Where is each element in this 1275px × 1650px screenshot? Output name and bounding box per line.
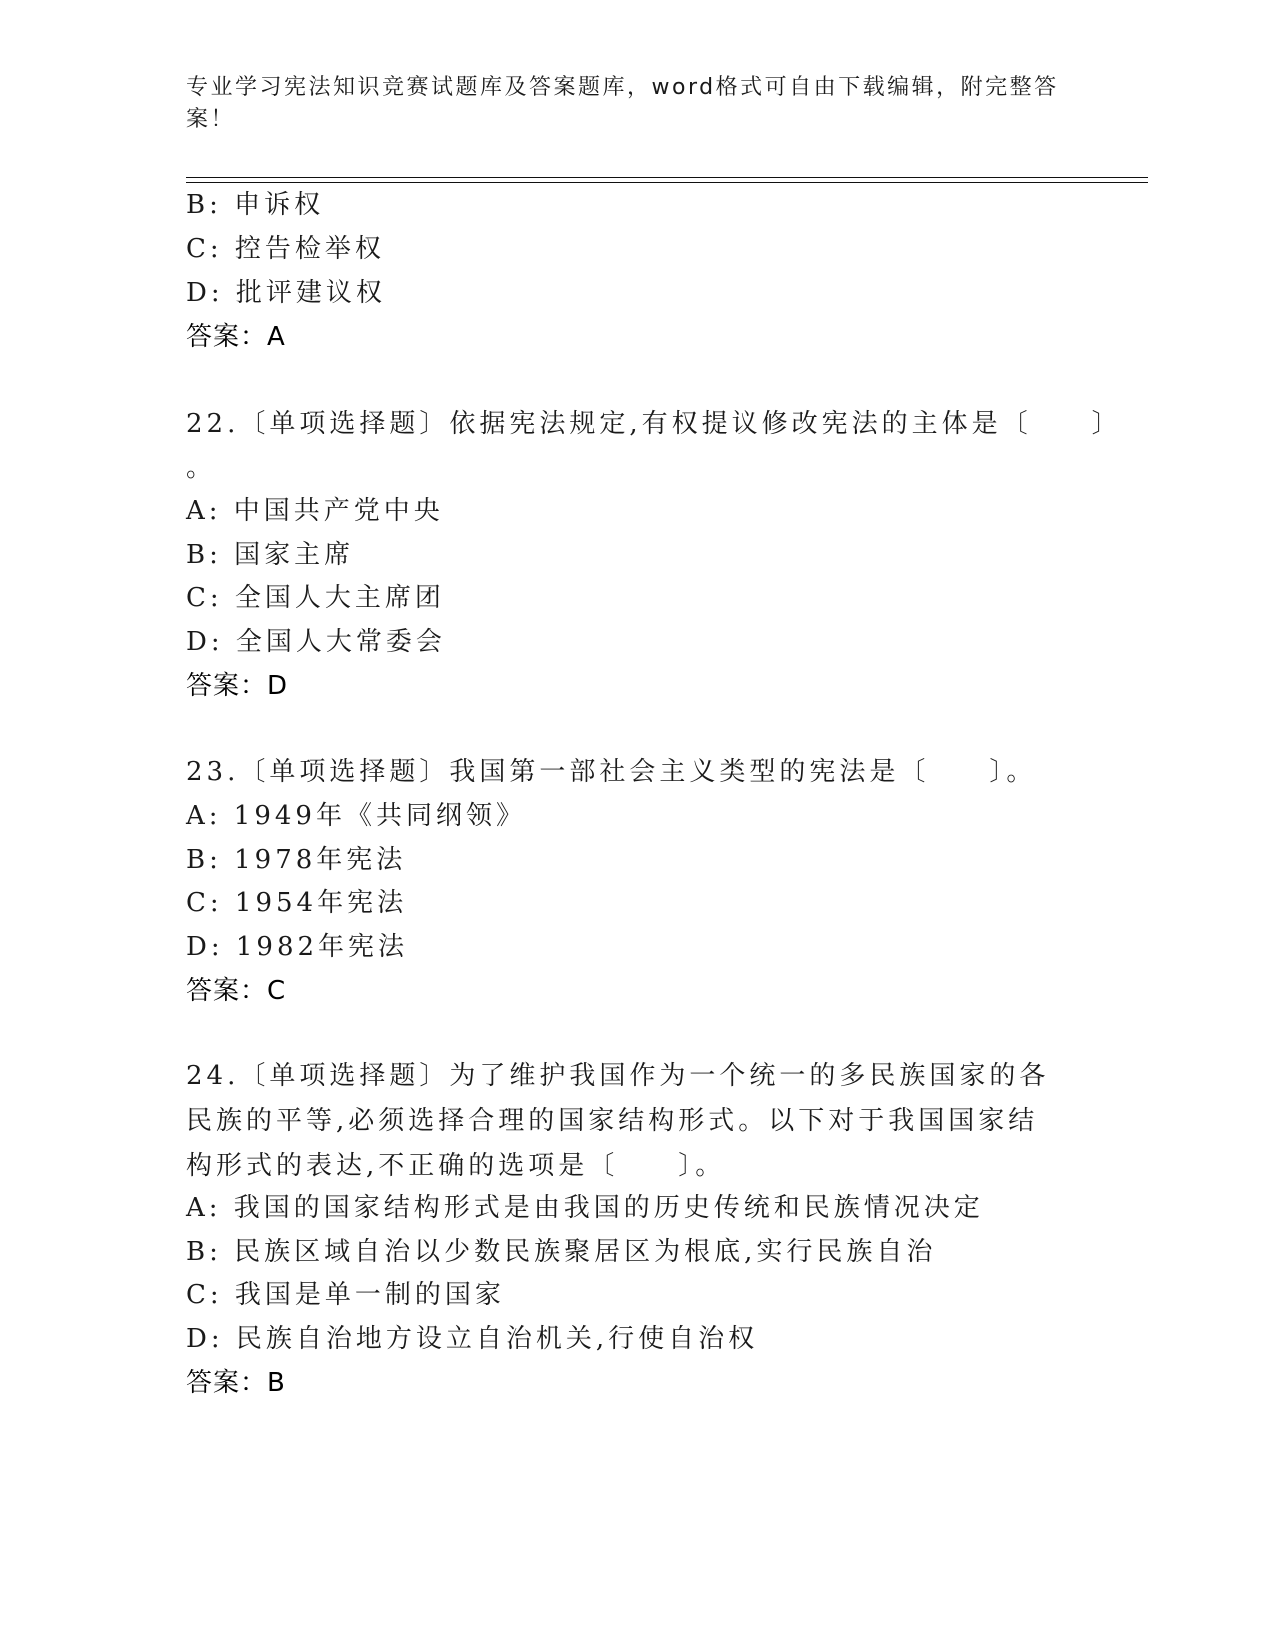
q24-answer: 答案：B bbox=[186, 1368, 286, 1398]
q22-option-a: A: 中国共产党中央 bbox=[186, 496, 444, 526]
q21-answer: 答案：A bbox=[186, 322, 286, 352]
q22-option-c: C: 全国人大主席团 bbox=[186, 583, 445, 613]
q23-answer: 答案：C bbox=[186, 976, 287, 1006]
q22-option-b: B: 国家主席 bbox=[186, 540, 355, 570]
header-rule-top bbox=[186, 177, 1148, 178]
q23-option-d: D: 1982年宪法 bbox=[186, 932, 409, 962]
q22-stem: 22.〔单项选择题〕依据宪法规定,有权提议修改宪法的主体是〔 〕 bbox=[186, 409, 1122, 439]
q23-option-c: C: 1954年宪法 bbox=[186, 888, 408, 918]
q23-stem: 23.〔单项选择题〕我国第一部社会主义类型的宪法是〔 〕。 bbox=[186, 757, 1037, 787]
q23-option-a: A: 1949年《共同纲领》 bbox=[186, 801, 526, 831]
q22-option-d: D: 全国人大常委会 bbox=[186, 627, 446, 657]
q24-option-c: C: 我国是单一制的国家 bbox=[186, 1280, 505, 1310]
q21-option-d: D: 批评建议权 bbox=[186, 278, 386, 308]
q23-option-b: B: 1978年宪法 bbox=[186, 845, 407, 875]
q21-option-b: B: 申诉权 bbox=[186, 190, 325, 220]
q22-stem-end: 。 bbox=[186, 453, 217, 483]
q24-option-a: A: 我国的国家结构形式是由我国的历史传统和民族情况决定 bbox=[186, 1193, 984, 1223]
q24-stem: 24.〔单项选择题〕为了维护我国作为一个统一的多民族国家的各民族的平等,必须选择合理的国家结构形式。以下对于我国国家结构形式的表达,不正确的选项是〔 〕。 bbox=[186, 1061, 1050, 1181]
q21-option-c: C: 控告检举权 bbox=[186, 234, 385, 264]
q22-answer: 答案：D bbox=[186, 671, 289, 701]
page-header-text: 专业学习宪法知识竞赛试题库及答案题库，word格式可自由下载编辑，附完整答案！ bbox=[186, 75, 1059, 132]
header-rule-bottom bbox=[186, 182, 1148, 183]
q24-option-d: D: 民族自治地方设立自治机关,行使自治权 bbox=[186, 1324, 759, 1354]
q24-option-b: B: 民族区域自治以少数民族聚居区为根底,实行民族自治 bbox=[186, 1237, 937, 1267]
